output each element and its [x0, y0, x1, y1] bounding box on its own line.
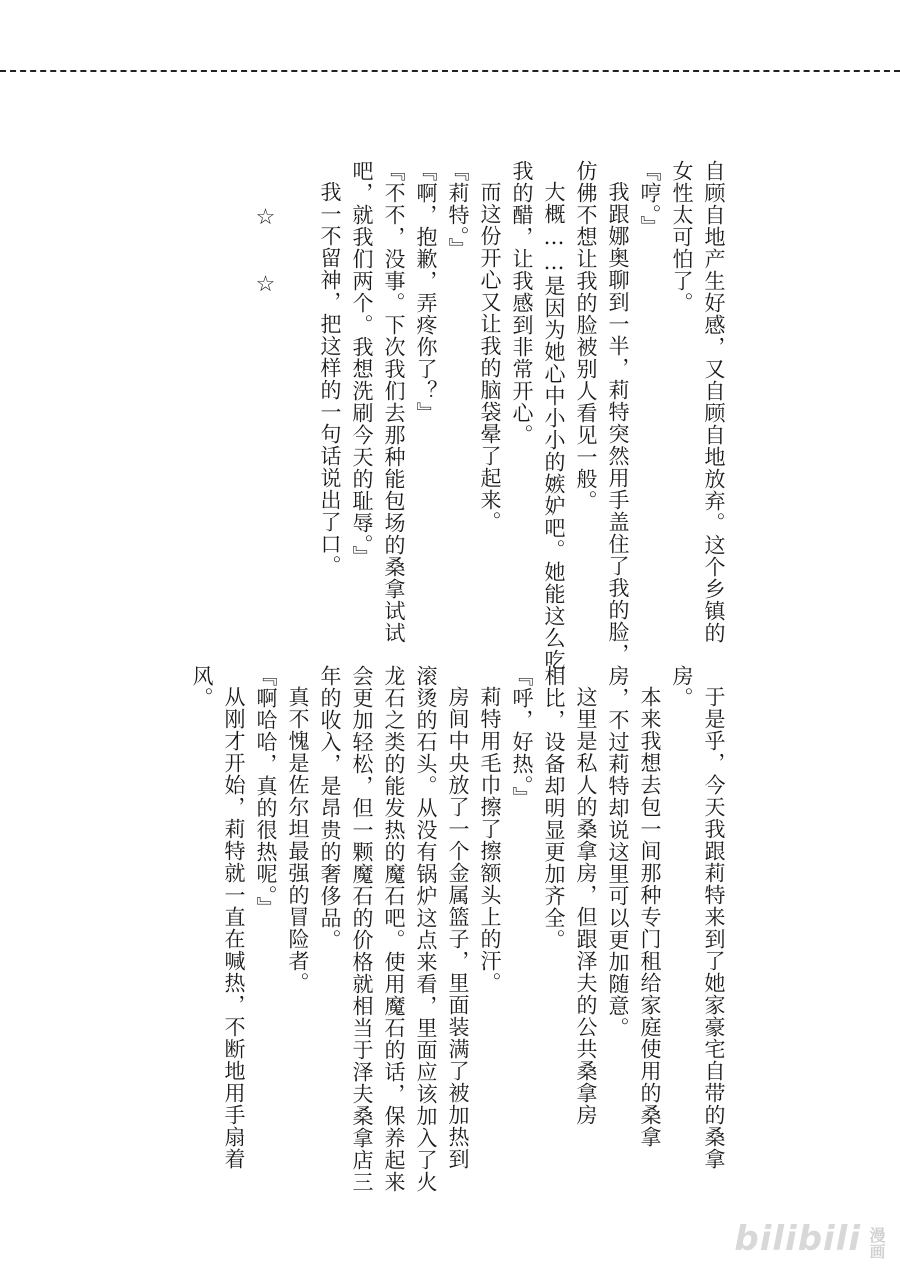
- text-line: 莉特用毛巾擦了擦额头上的汗。: [478, 686, 502, 994]
- text-line: 而这份开心又让我的脑袋晕了起来。: [478, 181, 502, 533]
- text-line: 『呼，好热。』: [510, 665, 534, 809]
- text-line: 真不愧是佐尔坦最强的冒险者。: [286, 686, 310, 994]
- text-section-2: [186, 665, 730, 1193]
- text-line: 大概……是因为她心中小小的嫉妒吧。她能这么吃: [542, 181, 566, 671]
- watermark-brand: bilibili: [734, 1219, 861, 1259]
- text-line: 『哼。』: [638, 160, 662, 238]
- text-line: 于是乎，今天我跟莉特来到了她家豪宅自带的桑拿: [702, 686, 726, 1170]
- text-line: 年的收入，是昂贵的奢侈品。: [318, 665, 342, 951]
- text-line: 相比，设备却明显更加齐全。: [542, 665, 566, 951]
- text-section-1: [314, 160, 730, 671]
- text-line: 『莉特。』: [446, 160, 470, 260]
- text-line: 风。: [190, 665, 214, 709]
- text-line: 房，不过莉特却说这里可以更加随意。: [606, 665, 630, 1039]
- text-line: 我一不留神，把这样的一句话说出了口。: [318, 181, 342, 577]
- text-line: 房。: [670, 665, 694, 709]
- text-line: 这里是私人的桑拿房，但跟泽夫的公共桑拿房: [574, 686, 598, 1126]
- text-line: 『不不，没事。下次我们去那种能包场的桑拿试试: [382, 160, 406, 644]
- text-line: 会更加轻松，但一颗魔石的价格就相当于泽夫桑拿店三: [350, 665, 374, 1193]
- text-line: 吧，就我们两个。我想洗刷今天的耻辱。』: [350, 160, 374, 568]
- watermark-sub: 漫画: [867, 1227, 886, 1259]
- text-line: 『啊哈哈，真的很热呢。』: [254, 665, 278, 919]
- text-line: 我的醋，让我感到非常开心。: [510, 160, 534, 446]
- scene-break-stars: ☆ ☆: [253, 205, 278, 307]
- text-line: 从刚才开始，莉特就一直在喊热，不断地用手扇着: [222, 686, 246, 1170]
- watermark-logo: [734, 1219, 888, 1259]
- text-line: 女性太可怕了。: [670, 160, 694, 314]
- text-line: 自顾自地产生好感，又自顾自地放弃。这个乡镇的: [702, 160, 726, 644]
- text-line: 仿佛不想让我的脸被别人看见一般。: [574, 160, 598, 512]
- text-line: 我跟娜奥聊到一半，莉特突然用手盖住了我的脸，: [606, 181, 630, 665]
- text-line: 房间中央放了一个金属篮子，里面装满了被加热到: [446, 686, 470, 1170]
- text-line: 本来我想去包一间那种专门租给家庭使用的桑拿: [638, 686, 662, 1148]
- dashed-separator-line: [0, 70, 900, 72]
- text-line: 龙石之类的能发热的魔石吧。使用魔石的话，保养起来: [382, 665, 406, 1193]
- text-line: 『啊，抱歉，弄疼你了？』: [414, 160, 438, 424]
- text-line: 滚烫的石头。从没有锅炉这点来看，里面应该加入了火: [414, 665, 438, 1193]
